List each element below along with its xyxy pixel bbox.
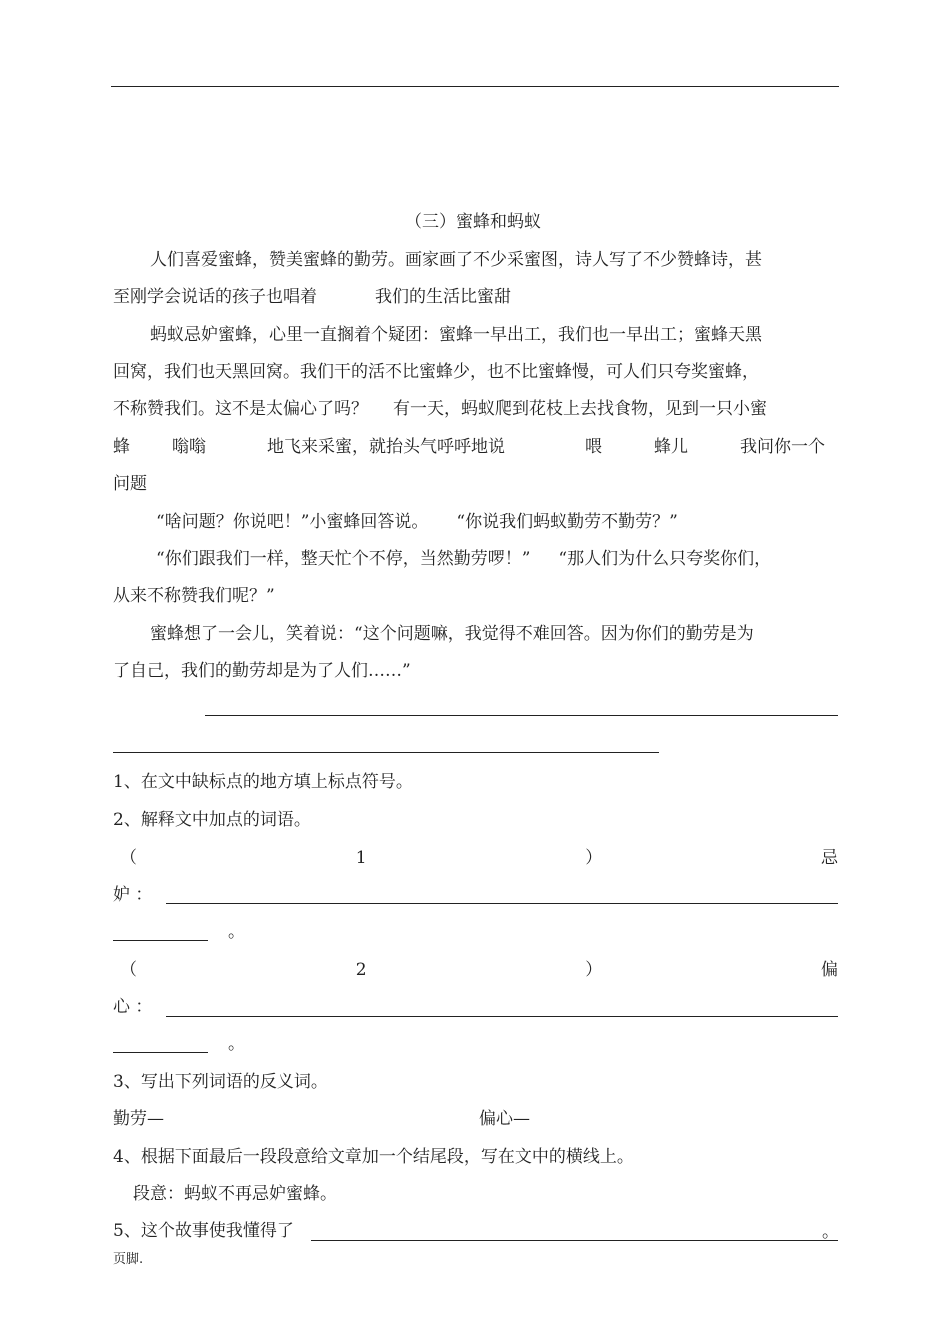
passage-text: “你说我们蚂蚁勤劳不勤劳？” (456, 512, 678, 532)
word-first-char: 偏 (820, 960, 838, 980)
passage-line: 蚂蚁忌妒蜜蜂，心里一直搁着个疑团：蜜蜂一早出工，我们也一早出工；蜜蜂天黑 (150, 325, 762, 345)
item-number: 2 (355, 960, 367, 980)
passage-line: 人们喜爱蜜蜂，赞美蜜蜂的勤劳。画家画了不少采蜜图，诗人写了不少赞蜂诗，甚 (150, 250, 762, 270)
answer-line-ending[interactable] (205, 715, 838, 716)
antonym-item: 偏心— (479, 1109, 530, 1129)
word-first-char: 忌 (820, 848, 838, 868)
paren-open: （ (120, 960, 137, 980)
question-2-2-row (120, 955, 838, 985)
passage-text: 我们的生活比蜜甜 (375, 287, 511, 307)
passage-line: 蜜蜂想了一会儿，笑着说：“这个问题嘛，我觉得不难回答。因为你们的勤劳是为 (150, 624, 754, 644)
passage-text: 地飞来采蜜，就抬头气呼呼地说 (267, 437, 505, 457)
passage-text: “那人们为什么只夸奖你们， (558, 549, 772, 569)
answer-line-ending[interactable] (113, 752, 659, 753)
answer-line-q2-1-cont[interactable] (113, 940, 208, 941)
passage-line (156, 507, 838, 537)
passage-text: “你们跟我们一样，整天忙个不停，当然勤劳啰！” (156, 549, 531, 569)
passage-text: 喂 (585, 437, 602, 457)
passage-text: 我问你一个 (740, 437, 825, 457)
passage-text: 不称赞我们。这不是太偏心了吗？ (113, 399, 368, 419)
passage-line (113, 432, 838, 462)
answer-line-q2-2[interactable] (166, 1016, 838, 1017)
question-2: 2、解释文中加点的词语。 (113, 810, 311, 830)
antonym-item: 勤劳— (113, 1109, 164, 1129)
question-4: 4、根据下面最后一段段意给文章加一个结尾段，写在文中的横线上。 (113, 1147, 634, 1167)
passage-line (113, 394, 838, 424)
item-number: 1 (355, 848, 367, 868)
question-5: 5、这个故事使我懂得了 (113, 1221, 294, 1241)
period: 。 (822, 1222, 839, 1242)
passage-line (156, 544, 838, 574)
passage-line (113, 282, 838, 312)
passage-text: “啥问题？你说吧！”小蜜蜂回答说。 (156, 512, 429, 532)
question-2-2-word: 心 ： (113, 997, 153, 1017)
answer-line-q5[interactable] (311, 1240, 838, 1241)
header-rule (111, 86, 839, 87)
passage-text: 嗡嗡 (172, 437, 206, 457)
question-1: 1、在文中缺标点的地方填上标点符号。 (113, 772, 413, 792)
passage-text: 有一天，蚂蚁爬到花枝上去找食物，见到一只小蜜 (393, 399, 767, 419)
answer-line-q2-2-cont[interactable] (113, 1052, 208, 1053)
question-4-hint: 段意：蚂蚁不再忌妒蜜蜂。 (133, 1184, 337, 1204)
passage-line: 回窝，我们也天黑回窝。我们干的活不比蜜蜂少，也不比蜜蜂慢，可人们只夸奖蜜蜂， (113, 362, 759, 382)
paren-close: ） (585, 960, 603, 980)
passage-title: （三）蜜蜂和蚂蚁 (405, 212, 541, 232)
answer-line-q2-1[interactable] (166, 903, 838, 904)
question-2-1-row (120, 843, 838, 873)
paren-close: ） (585, 848, 603, 868)
question-2-1-word: 妒 ： (113, 885, 153, 905)
passage-line: 问题 (113, 474, 147, 494)
passage-line: 了自己，我们的勤劳却是为了人们……” (113, 661, 411, 681)
page-footer: 页脚. (113, 1252, 144, 1267)
period: 。 (228, 922, 245, 942)
paren-open: （ (120, 848, 137, 868)
question-3-items (113, 1104, 838, 1134)
passage-line: 从来不称赞我们呢？” (113, 586, 275, 606)
period: 。 (228, 1034, 245, 1054)
question-3: 3、写出下列词语的反义词。 (113, 1072, 328, 1092)
passage-text: 蜂儿 (654, 437, 688, 457)
passage-text: 蜂 (113, 437, 130, 457)
passage-text: 至刚学会说话的孩子也唱着 (113, 287, 317, 307)
